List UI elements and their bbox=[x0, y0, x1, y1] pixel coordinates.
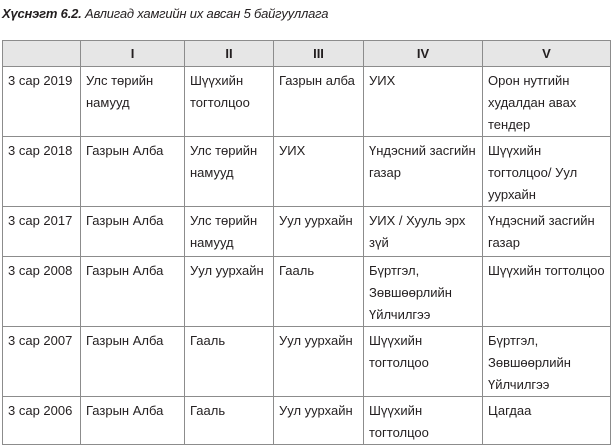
table-cell: Гааль bbox=[185, 327, 274, 397]
table-cell: УИХ / Хууль эрх зүй bbox=[364, 207, 483, 257]
table-cell: Уул уурхайн bbox=[274, 327, 364, 397]
table-cell: УИХ bbox=[274, 137, 364, 207]
table-cell: Үндэсний засгийн газар bbox=[364, 137, 483, 207]
header-cell-rank-4: IV bbox=[364, 41, 483, 67]
header-cell-rank-2: II bbox=[185, 41, 274, 67]
table-cell: Уул уурхайн bbox=[274, 207, 364, 257]
table-cell: Шүүхийн тогтолцоо bbox=[364, 397, 483, 445]
period-cell: 3 сар 2019 bbox=[3, 67, 81, 137]
table-cell: Гааль bbox=[185, 397, 274, 445]
table-row bbox=[3, 397, 611, 445]
table-cell: Бүртгэл, Зөвшөөрлийн Үйлчилгээ bbox=[483, 327, 611, 397]
table-cell: Уул уурхайн bbox=[185, 257, 274, 327]
table-cell: Газрын алба bbox=[274, 67, 364, 137]
table-cell: Цагдаа bbox=[483, 397, 611, 445]
table-cell: Гааль bbox=[274, 257, 364, 327]
table-cell: Шүүхийн тогтолцоо bbox=[364, 327, 483, 397]
period-cell: 3 сар 2017 bbox=[3, 207, 81, 257]
header-cell-rank-5: V bbox=[483, 41, 611, 67]
table-cell: Уул уурхайн bbox=[274, 397, 364, 445]
table-cell: Шүүхийн тогтолцоо bbox=[483, 257, 611, 327]
header-cell-rank-3: III bbox=[274, 41, 364, 67]
table-row bbox=[3, 257, 611, 327]
table-cell: Шүүхийн тогтолцоо/ Уул уурхайн bbox=[483, 137, 611, 207]
caption-label: Хүснэгт 6.2. bbox=[2, 6, 82, 21]
table-row bbox=[3, 327, 611, 397]
table-cell: УИХ bbox=[364, 67, 483, 137]
table-cell: Улс төрийн намууд bbox=[81, 67, 185, 137]
table-header-row bbox=[3, 41, 611, 67]
table-row bbox=[3, 67, 611, 137]
table-caption bbox=[2, 6, 328, 21]
table-cell: Газрын Алба bbox=[81, 397, 185, 445]
table-cell: Газрын Алба bbox=[81, 137, 185, 207]
table-row bbox=[3, 207, 611, 257]
table-cell: Шүүхийн тогтолцоо bbox=[185, 67, 274, 137]
period-cell: 3 сар 2006 bbox=[3, 397, 81, 445]
table-cell: Газрын Алба bbox=[81, 257, 185, 327]
table-cell: Улс төрийн намууд bbox=[185, 207, 274, 257]
table-cell: Бүртгэл, Зөвшөөрлийн Үйлчилгээ bbox=[364, 257, 483, 327]
header-cell-rank-1: I bbox=[81, 41, 185, 67]
period-cell: 3 сар 2018 bbox=[3, 137, 81, 207]
table-cell: Газрын Алба bbox=[81, 327, 185, 397]
period-cell: 3 сар 2008 bbox=[3, 257, 81, 327]
table-row bbox=[3, 137, 611, 207]
header-cell-period bbox=[3, 41, 81, 67]
table-cell: Газрын Алба bbox=[81, 207, 185, 257]
table-cell: Улс төрийн намууд bbox=[185, 137, 274, 207]
caption-text: Авлигад хамгийн их авсан 5 байгууллага bbox=[84, 6, 329, 21]
table-cell: Орон нутгийн худалдан авах тендер bbox=[483, 67, 611, 137]
corruption-table bbox=[2, 40, 611, 445]
table-cell: Үндэсний засгийн газар bbox=[483, 207, 611, 257]
period-cell: 3 сар 2007 bbox=[3, 327, 81, 397]
